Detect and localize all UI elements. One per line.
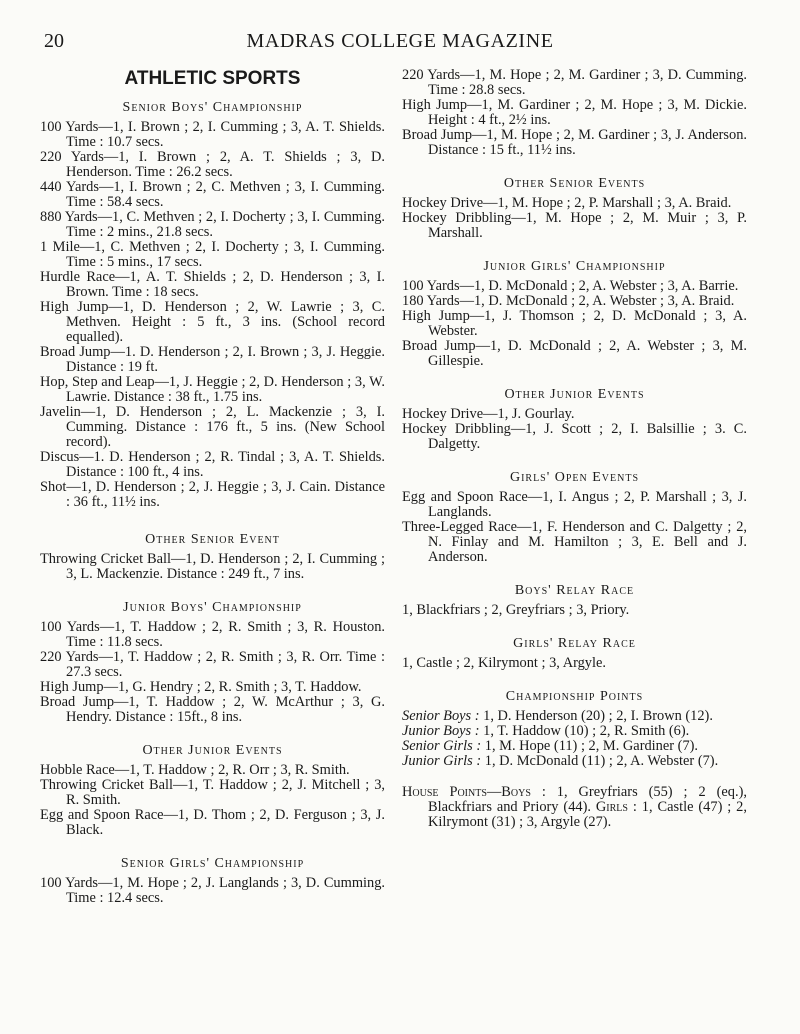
left-column — [40, 68, 385, 906]
section-heading-senior-boys: Senior Boys' Championship — [122, 100, 303, 115]
result-entry: 100 Yards—1, I. Brown ; 2, I. Cumming ; 3, A. T. Shields. Time : 10.7 secs. — [40, 119, 385, 150]
result-entry: Hockey Drive—1, J. Gourlay. — [402, 406, 575, 422]
points-text: 1, D. Henderson (20) ; 2, I. Brown (12). — [479, 708, 713, 724]
house-points-boys-label: House Points—Boys : — [402, 784, 546, 800]
result-entry: Hockey Dribbling—1, M. Hope ; 2, M. Muir ; 3, P. Marshall. — [402, 210, 747, 241]
result-entry: 100 Yards—1, D. McDonald ; 2, A. Webster ; 3, A. Barrie. — [402, 278, 739, 294]
article-title: ATHLETIC SPORTS — [124, 68, 301, 89]
result-entry: High Jump—1, J. Thomson ; 2, D. McDonald ; 3, A. Webster. — [402, 308, 747, 339]
result-entry: Egg and Spoon Race—1, D. Thom ; 2, D. Ferguson ; 3, J. Black. — [40, 807, 385, 838]
result-entry: Hurdle Race—1, A. T. Shields ; 2, D. Henderson ; 3, I. Brown. Time : 18 secs. — [40, 269, 385, 300]
points-entry — [402, 724, 747, 739]
section-heading-boys-relay: Boys' Relay Race — [514, 583, 635, 598]
section-heading-junior-girls: Junior Girls' Championship — [483, 259, 666, 274]
house-points — [402, 785, 747, 830]
result-entry: 220 Yards—1, T. Haddow ; 2, R. Smith ; 3, R. Orr. Time : 27.3 secs. — [40, 649, 385, 680]
section-heading-senior-girls: Senior Girls' Championship — [120, 856, 305, 871]
section-heading-championship-points: Championship Points — [505, 689, 644, 704]
result-entry: Broad Jump—1, D. McDonald ; 2, A. Webster ; 3, M. Gillespie. — [402, 338, 747, 369]
result-entry: Broad Jump—1, M. Hope ; 2, M. Gardiner ; 3, J. Anderson. Distance : 15 ft., 11½ ins. — [402, 127, 747, 158]
result-entry: Egg and Spoon Race—1, I. Angus ; 2, P. Marshall ; 3, J. Langlands. — [402, 489, 747, 520]
points-entry — [402, 754, 747, 769]
result-entry: 1, Castle ; 2, Kilrymont ; 3, Argyle. — [402, 655, 606, 671]
points-label: Senior Girls : — [402, 738, 482, 754]
section-heading-girls-relay: Girls' Relay Race — [513, 636, 636, 651]
points-text: 1, M. Hope (11) ; 2, M. Gardiner (7). — [481, 738, 699, 754]
house-points-girls-text: 1, Castle (47) ; 2, Kilrymont (31) ; 3, Argyle (27). — [428, 799, 747, 830]
result-entry: 100 Yards—1, M. Hope ; 2, J. Langlands ; 3, D. Cumming. Time : 12.4 secs. — [40, 875, 385, 906]
running-head: MADRAS COLLEGE MAGAZINE — [246, 30, 554, 52]
points-label: Senior Boys : — [402, 708, 480, 724]
result-entry: 220 Yards—1, M. Hope ; 2, M. Gardiner ; 3, D. Cumming. Time : 28.8 secs. — [402, 67, 747, 98]
result-entry: Broad Jump—1, T. Haddow ; 2, W. McArthur ; 3, G. Hendry. Distance : 15ft., 8 ins. — [40, 694, 385, 725]
result-entry: Javelin—1, D. Henderson ; 2, L. Mackenzie ; 3, I. Cumming. Distance : 176 ft., 5 ins. (New School record). — [40, 404, 385, 450]
result-entry: 440 Yards—1, I. Brown ; 2, C. Methven ; 3, I. Cumming. Time : 58.4 secs. — [40, 179, 385, 210]
result-entry: 220 Yards—1, I. Brown ; 2, A. T. Shields ; 3, D. Henderson. Time : 26.2 secs. — [40, 149, 385, 180]
section-heading-girls-open: Girls' Open Events — [509, 470, 640, 485]
result-entry: Discus—1. D. Henderson ; 2, R. Tindal ; 3, A. T. Shields. Distance : 100 ft., 4 ins. — [40, 449, 385, 480]
page-number: 20 — [44, 30, 64, 52]
section-heading-other-senior: Other Senior Event — [145, 532, 280, 547]
house-points-girls-label: Girls : — [595, 799, 637, 815]
points-label: Junior Girls : — [402, 753, 482, 769]
result-entry: Hockey Dribbling—1, J. Scott ; 2, I. Balsillie ; 3. C. Dalgetty. — [402, 421, 747, 452]
right-column — [402, 68, 747, 830]
result-entry: Throwing Cricket Ball—1, T. Haddow ; 2, J. Mitchell ; 3, R. Smith. — [40, 777, 385, 808]
result-entry: 100 Yards—1, T. Haddow ; 2, R. Smith ; 3, R. Houston. Time : 11.8 secs. — [40, 619, 385, 650]
points-text: 1, D. McDonald (11) ; 2, A. Webster (7). — [481, 753, 719, 769]
result-entry: 180 Yards—1, D. McDonald ; 2, A. Webster ; 3, A. Braid. — [402, 293, 735, 309]
section-heading-other-junior-events: Other Junior Events — [504, 387, 645, 402]
result-entry: High Jump—1, G. Hendry ; 2, R. Smith ; 3, T. Haddow. — [40, 679, 362, 695]
result-entry: 880 Yards—1, C. Methven ; 2, I. Docherty ; 3, I. Cumming. Time : 2 mins., 21.8 secs. — [40, 209, 385, 240]
result-entry: Three-Legged Race—1, F. Henderson and C. Dalgetty ; 2, N. Finlay and M. Hamilton ; 3, E. Bell and J. Anderson. — [402, 519, 747, 565]
section-heading-other-junior: Other Junior Events — [142, 743, 283, 758]
result-entry: 1 Mile—1, C. Methven ; 2, I. Docherty ; 3, I. Cumming. Time : 5 mins., 17 secs. — [40, 239, 385, 270]
section-heading-other-senior-events: Other Senior Events — [503, 176, 646, 191]
points-entry — [402, 709, 747, 724]
section-heading-junior-boys: Junior Boys' Championship — [123, 600, 302, 615]
result-entry: Broad Jump—1. D. Henderson ; 2, I. Brown ; 3, J. Heggie. Distance : 19 ft. — [40, 344, 385, 375]
result-entry: High Jump—1, D. Henderson ; 2, W. Lawrie ; 3, C. Methven. Height : 5 ft., 3 ins. (School record equalled). — [40, 299, 385, 345]
house-points-boys-text: 1, Greyfriars (55) ; 2 (eq.), Blackfriars and Priory (44). — [428, 784, 747, 815]
result-entry: Hockey Drive—1, M. Hope ; 2, P. Marshall ; 3, A. Braid. — [402, 195, 732, 211]
result-entry: High Jump—1, M. Gardiner ; 2, M. Hope ; 3, M. Dickie. Height : 4 ft., 2½ ins. — [402, 97, 747, 128]
result-entry: Throwing Cricket Ball—1, D. Henderson ; 2, I. Cumming ; 3, L. Mackenzie. Distance : 249 ft., 7 ins. — [40, 551, 385, 582]
result-entry: Hobble Race—1, T. Haddow ; 2, R. Orr ; 3, R. Smith. — [40, 762, 350, 778]
result-entry: Hop, Step and Leap—1, J. Heggie ; 2, D. Henderson ; 3, W. Lawrie. Distance : 38 ft., 1.75 ins. — [40, 374, 385, 405]
result-entry: 1, Blackfriars ; 2, Greyfriars ; 3, Priory. — [402, 602, 630, 618]
points-entry — [402, 739, 747, 754]
result-entry: Shot—1, D. Henderson ; 2, J. Heggie ; 3, J. Cain. Distance : 36 ft., 11½ ins. — [40, 479, 385, 510]
points-label: Junior Boys : — [402, 723, 480, 739]
points-text: 1, T. Haddow (10) ; 2, R. Smith (6). — [479, 723, 690, 739]
